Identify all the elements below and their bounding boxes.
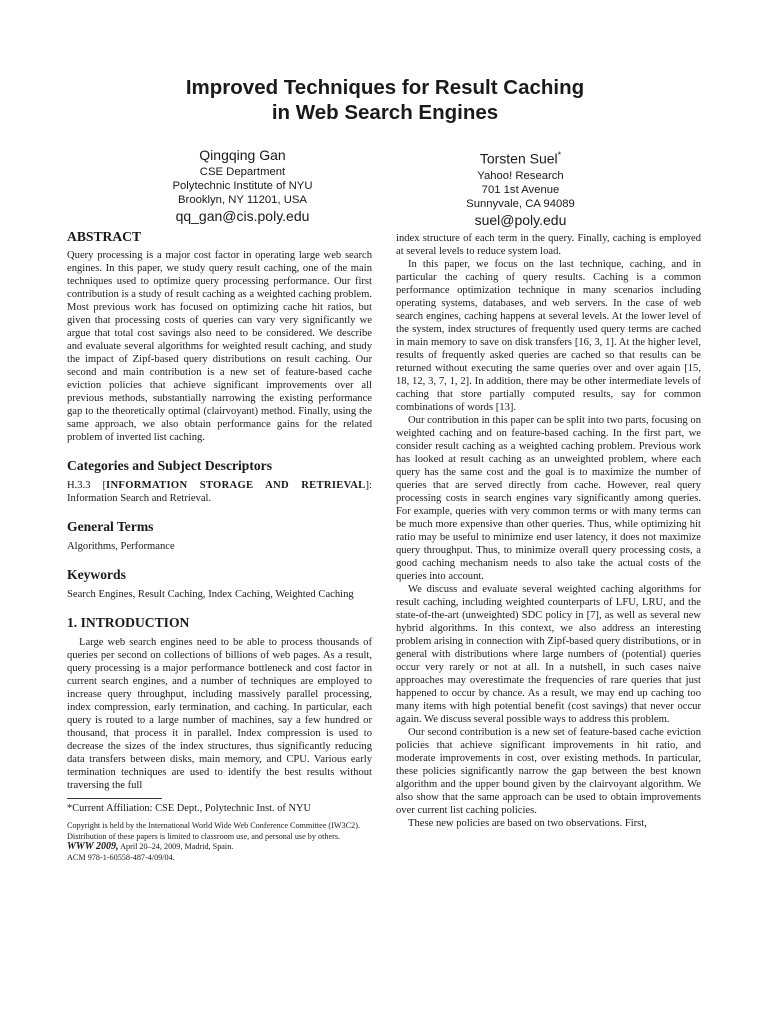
author-block-1: [135, 146, 350, 225]
author-affiliation-line: 701 1st Avenue: [481, 183, 560, 196]
general-terms-text: Algorithms, Performance: [67, 541, 175, 552]
right-column: [396, 232, 701, 830]
category-code: H.3.3 [: [67, 480, 107, 491]
author-affiliation-line: Brooklyn, NY 11201, USA: [178, 194, 307, 206]
author-block-2: [418, 146, 623, 229]
author-name-line: [418, 146, 623, 169]
paper-title: [0, 75, 770, 125]
general-terms-heading: General Terms: [67, 519, 154, 534]
right-paragraph: Our contribution in this paper can be split into two parts, focusing on weighted caching and on feature-based caching. In the first part, we consider result caching as a weighted caching problem. Previous work has looked at result caching as an unweighted problem, where each query has the same cost and the goal is to maximize the number of queries that are served directly from cache. However, real query processing costs in search engines vary significantly among queries. For example, queries with very common terms or with many terms can be much more expensive than other queries. Thus, while optimizing hit ratio may be useful to minimize end user latency, it does not maximize query throughput. Thus, to minimize overall query processing costs, a good caching mechanism needs to also take the actual costs of the queries into account.: [396, 415, 701, 582]
title-line-2: in Web Search Engines: [271, 101, 499, 124]
abstract-text: Query processing is a major cost factor in operating large web search engines. In this paper, we study query result caching, one of the main techniques used to optimize query processing performance. Our first contribution is a study of result caching as a weighted caching problem. Most previous work has focused on optimizing cache hit ratios, but given that processing costs of queries can vary very significantly we argue that total cost savings also need to be considered. We describe and evaluate several algorithms for weighted result caching, and study the impact of Zipf-based query distributions on result caching. Our second and main contribution is a new set of feature-based cache eviction policies that achieve significant improvements over all previous methods, substantially narrowing the existing performance gap to the theoretically optimal (clairvoyant) method. Finally, using the same approach, we also obtain performance gains for the related problem of inverted list caching.: [67, 250, 372, 443]
acm-isbn: ACM 978-1-60558-487-4/09/04.: [67, 852, 175, 862]
conference-name: WWW 2009,: [67, 841, 119, 852]
title-line-1: Improved Techniques for Result Caching: [185, 76, 585, 99]
right-paragraph: index structure of each term in the query. Finally, caching is employed at several levels to reduce system load.: [396, 233, 701, 257]
author-affiliation-line: Sunnyvale, CA 94089: [466, 197, 575, 210]
author-affiliation-line: Polytechnic Institute of NYU: [172, 180, 313, 192]
keywords-text: Search Engines, Result Caching, Index Caching, Weighted Caching: [67, 589, 354, 600]
abstract-heading: ABSTRACT: [67, 229, 142, 244]
category-descriptor: INFORMATION STORAGE AND RETRIEVAL: [106, 480, 366, 491]
affiliation-footnote: *Current Affiliation: CSE Dept., Polytechnic Inst. of NYU: [67, 803, 311, 814]
right-paragraph: We discuss and evaluate several weighted caching algorithms for result caching, including weighted counterparts of LFU, LRU, and the state-of-the-art (unweighted) SDC policy in [7], as well as several new hybrid algorithms. In this context, we also address an interesting problem arising in connection with Zipf-based query distributions, or in general with distributions where large numbers of (potential) queries occur very rarely or not at all. In a nutshell, in such cases naive approaches may overestimate the frequencies of rare queries that just happened to occur by chance. As a result, we may end up caching too many items with high potential benefit (cost savings) that never occur again. We discuss several possible ways to address this problem.: [396, 584, 701, 725]
author-email: qq_gan@cis.poly.edu: [175, 208, 310, 224]
author-email: suel@poly.edu: [474, 211, 567, 228]
author-affiliation-line: CSE Department: [199, 166, 286, 178]
footnote-divider: [67, 798, 162, 799]
copyright-block: [67, 821, 372, 863]
introduction-heading: 1. INTRODUCTION: [67, 615, 190, 630]
author-footnote-mark: *: [557, 150, 562, 160]
categories-heading: Categories and Subject Descriptors: [67, 458, 273, 473]
introduction-paragraph: Large web search engines need to be able to process thousands of queries per second on collections of billions of web pages. As a result, query processing is a major performance bottleneck and cost factor in current search engines, and a number of techniques are employed to increase query throughput, including massively parallel processing, index compression, early termination, and caching. In particular, each query is routed to a large number of machines, say a few hundred or thousand, that process it in parallel. Index compression is used to decrease the sizes of the index structures, thus significantly reducing data transfers between disks, main memory, and CPU. Various early termination techniques are used to identify the best results without traversing the full: [67, 637, 372, 791]
author-affiliation-line: Yahoo! Research: [477, 169, 564, 182]
keywords-heading: Keywords: [67, 567, 126, 582]
left-column: [67, 228, 372, 863]
conference-line: [67, 842, 372, 853]
conference-details: April 20–24, 2009, Madrid, Spain.: [118, 842, 234, 851]
category-rest: ]: Information Search and Retrieval.: [67, 480, 373, 504]
author-name: Qingqing Gan: [199, 147, 286, 163]
right-paragraph: In this paper, we focus on the last technique, caching, and in particular the caching of query results. Caching is a common performance optimization technique in many scenarios including operating systems, databases, and web servers. In the case of web search engines, caching happens at several levels. At the lower level of the system, index structures of frequently used query terms are cached in main memory to save on disk transfers [16, 3, 1]. At the higher level, results of frequently asked queries are cached so that results can be returned without executing the same queries over and over again [15, 18, 12, 3, 7, 1, 2]. In addition, there may be other intermediate levels of caching that store partially computed results, say for common combinations of words [13].: [396, 259, 701, 413]
author-name: Torsten Suel: [479, 150, 558, 167]
categories-text: [67, 479, 372, 505]
right-paragraph: Our second contribution is a new set of feature-based cache eviction policies that achieve significant improvements in hit ratio, and moderate improvements in cost, over existing methods. In particular, these policies significantly narrow the gap between the best known algorithm and the upper bound given by the clairvoyant algorithm. We also show that the same approach can be used to obtain improvements over current list caching policies.: [396, 727, 701, 816]
right-paragraph: These new policies are based on two observations. First,: [408, 818, 647, 829]
copyright-text: Copyright is held by the International World Wide Web Conference Committee (IW3C2). Distribution of these papers is limited to classroom use, and personal use by others.: [67, 821, 361, 841]
